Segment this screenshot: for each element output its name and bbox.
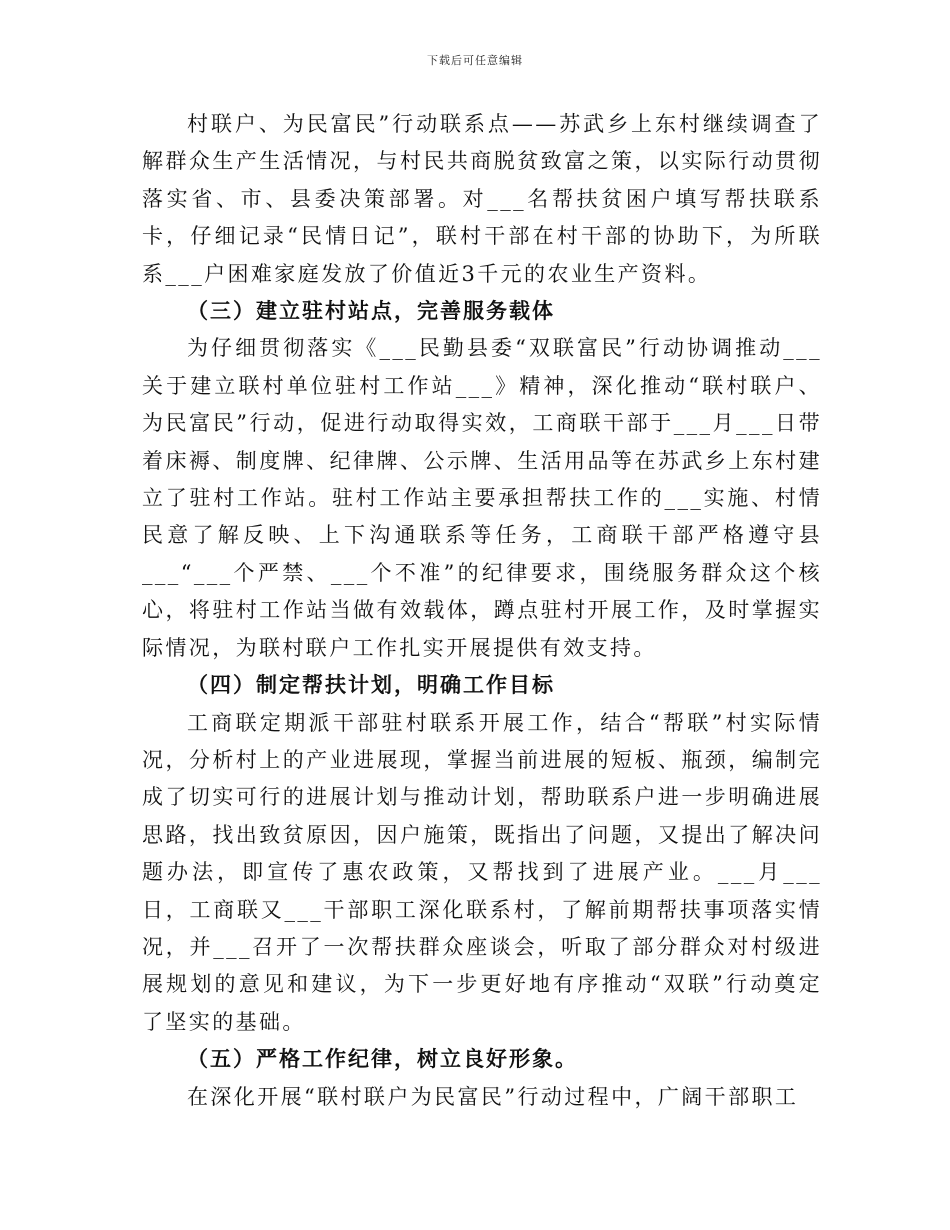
section-heading-3: （三）建立驻村站点，完善服务载体 [187,299,555,324]
paragraph-village-contact: 村联户、为民富民”行动联系点——苏武乡上东村继续调查了解群众生产生活情况，与村民共商脱贫致富之策，以实际行动贯彻落实省、市、县委决策部署。对___名帮扶贫困户填写帮扶联系卡，仔细记录“民情日记”，联村干部在村干部的协助下，为所联系___户困难家庭发放了价值近3千元的农业生产资料。 [142,112,822,286]
document-body [142,106,822,1116]
page-header-note: 下载后可任意编辑 [427,54,523,67]
paragraph-assistance-plan: 工商联定期派干部驻村联系开展工作，结合“帮联”村实际情况，分析村上的产业进展现，掌握当前进展的短板、瓶颈，编制完成了切实可行的进展计划与推动计划，帮助联系户进一步明确进展思路，找出致贫原因，因户施策，既指出了问题，又提出了解决问题办法，即宣传了惠农政策，又帮找到了进展产业。___月___日，工商联又___干部职工深化联系村，了解前期帮扶事项落实情况，并___召开了一次帮扶群众座谈会，听取了部分群众对村级进展规划的意见和建议，为下一步更好地有序推动“双联”行动奠定了坚实的基础。 [142,710,822,1034]
section-heading-5: （五）严格工作纪律，树立良好形象。 [187,1047,578,1072]
section-heading-4: （四）制定帮扶计划，明确工作目标 [187,673,555,698]
paragraph-workstation: 为仔细贯彻落实《___民勤县委“双联富民”行动协调推动___关于建立联村单位驻村工作站___》精神，深化推动“联村联户、为民富民”行动，促进行动取得实效，工商联干部于___月___日带着床褥、制度牌、纪律牌、公示牌、生活用品等在苏武乡上东村建立了驻村工作站。驻村工作站主要承担帮扶工作的___实施、村情民意了解反映、上下沟通联系等任务，工商联干部严格遵守县___“___个严禁、___个不准”的纪律要求，围绕服务群众这个核心，将驻村工作站当做有效载体，蹲点驻村开展工作，及时掌握实际情况，为联村联户工作扎实开展提供有效支持。 [142,336,822,660]
paragraph-discipline: 在深化开展“联村联户为民富民”行动过程中，广阔干部职工 [187,1084,799,1109]
